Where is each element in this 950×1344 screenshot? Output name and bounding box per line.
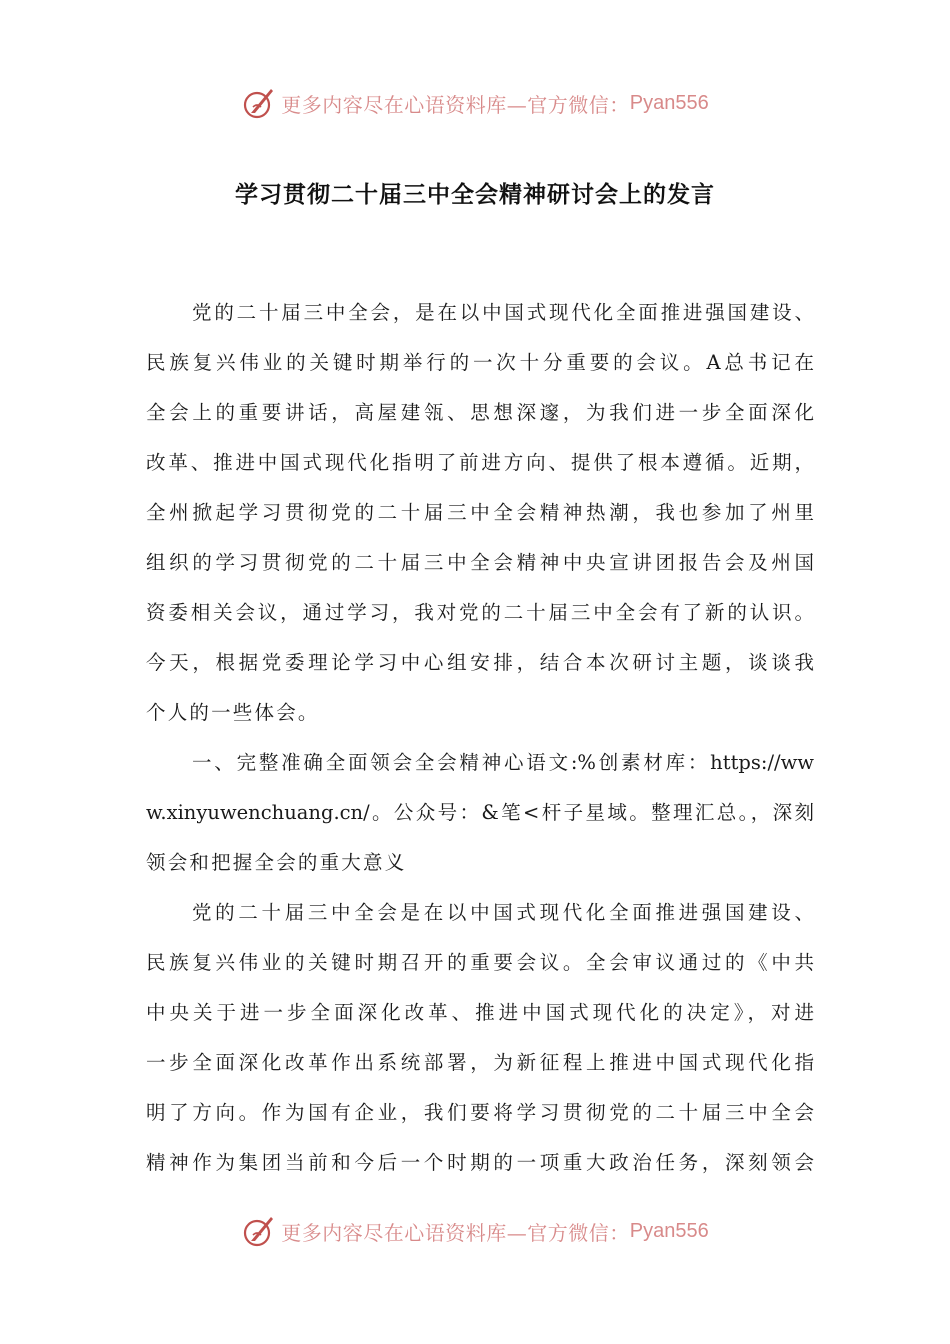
header-banner bbox=[0, 78, 950, 128]
paragraph-line: 全州掀起学习贯彻党的二十届三中全会精神热潮，我也参加了州里 bbox=[146, 501, 814, 524]
paragraph-line: 民族复兴伟业的关键时期举行的一次十分重要的会议。A总书记在 bbox=[146, 351, 814, 374]
paragraph-line: 中央关于进一步全面深化改革、推进中国式现代化的决定》，对进 bbox=[146, 1001, 814, 1024]
document-body bbox=[146, 288, 814, 1188]
paragraph-line: 精神作为集团当前和今后一个时期的一项重大政治任务，深刻领会 bbox=[146, 1151, 814, 1174]
banner-handle: Pyan556 bbox=[629, 91, 709, 114]
quill-logo-icon bbox=[241, 85, 277, 121]
paragraph-line: 党的二十届三中全会，是在以中国式现代化全面推进强国建设、 bbox=[192, 301, 814, 324]
paragraph-line: 改革、推进中国式现代化指明了前进方向、提供了根本遵循。近期， bbox=[146, 451, 814, 474]
banner-handle: Pyan556 bbox=[629, 1219, 709, 1242]
paragraph-line: 全会上的重要讲话，高屋建瓴、思想深邃，为我们进一步全面深化 bbox=[146, 401, 814, 424]
quill-logo-icon bbox=[241, 1213, 277, 1249]
section-heading-line: w.xinyuwenchuang.cn/。公众号：&笔<杆子星域。整理汇总。，深刻 bbox=[146, 801, 814, 824]
paragraph-line: 个人的一些体会。 bbox=[146, 701, 320, 724]
paragraph-line: 党的二十届三中全会是在以中国式现代化全面推进强国建设、 bbox=[192, 901, 814, 924]
footer-banner bbox=[0, 1206, 950, 1256]
document-title: 学习贯彻二十届三中全会精神研讨会上的发言 bbox=[235, 182, 715, 208]
paragraph-line: 一步全面深化改革作出系统部署，为新征程上推进中国式现代化指 bbox=[146, 1051, 814, 1074]
section-heading-line: 领会和把握全会的重大意义 bbox=[146, 851, 407, 874]
paragraph-line: 资委相关会议，通过学习，我对党的二十届三中全会有了新的认识。 bbox=[146, 601, 814, 624]
paragraph-line: 今天，根据党委理论学习中心组安排，结合本次研讨主题，谈谈我 bbox=[146, 651, 814, 674]
banner-text: 更多内容尽在心语资料库—官方微信： bbox=[281, 92, 630, 117]
paragraph-line: 明了方向。作为国有企业，我们要将学习贯彻党的二十届三中全会 bbox=[146, 1101, 814, 1124]
banner-text: 更多内容尽在心语资料库—官方微信： bbox=[281, 1220, 630, 1245]
paragraph-line: 组织的学习贯彻党的二十届三中全会精神中央宣讲团报告会及州国 bbox=[146, 551, 814, 574]
section-heading-line: 一、完整准确全面领会全会精神心语文:%创素材库：https://ww bbox=[192, 751, 814, 774]
paragraph-line: 民族复兴伟业的关键时期召开的重要会议。全会审议通过的《中共 bbox=[146, 951, 814, 974]
